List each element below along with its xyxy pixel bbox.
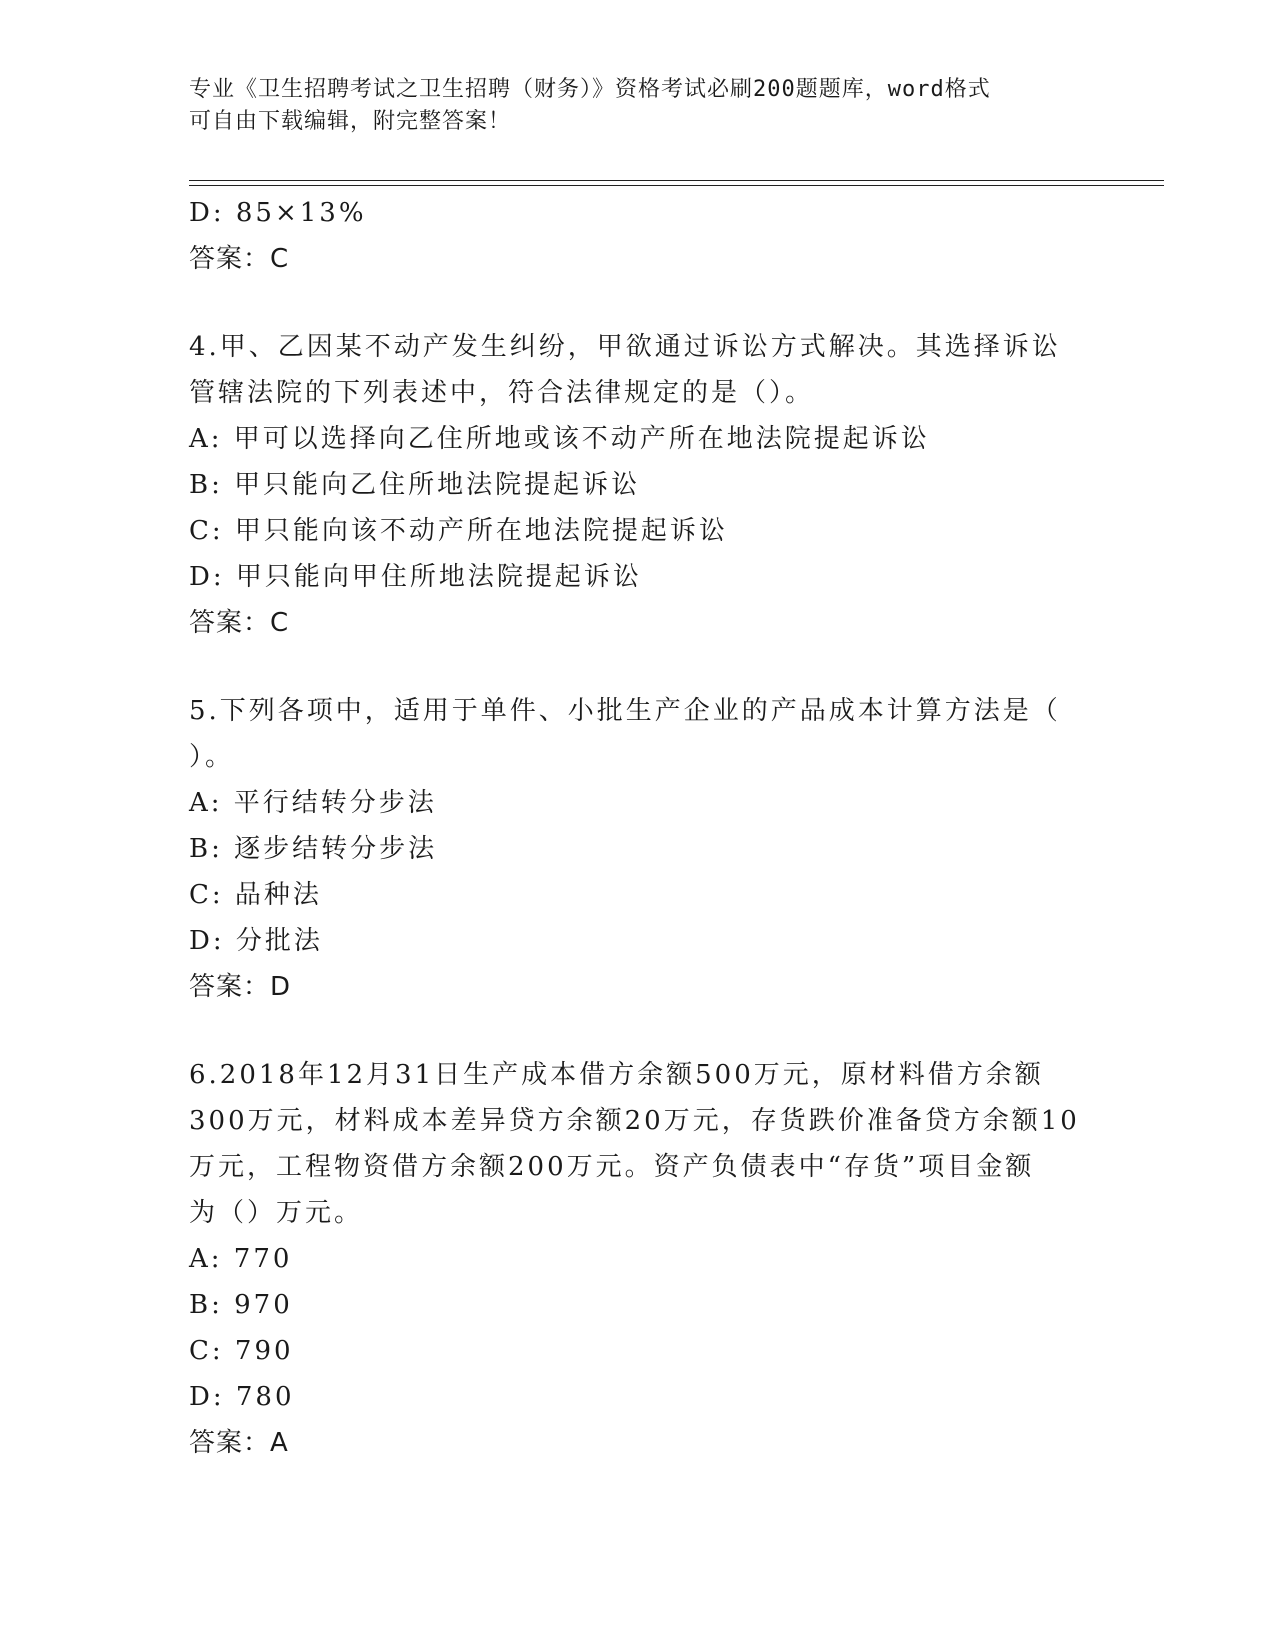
header-line-1: 专业《卫生招聘考试之卫生招聘（财务）》资格考试必刷200题题库，word格式 (189, 77, 991, 102)
option-b: B: 甲只能向乙住所地法院提起诉讼 (189, 470, 641, 500)
answer-line: 答案：A (189, 1428, 289, 1458)
header-rule-top (189, 180, 1164, 181)
document-body (189, 190, 1089, 1466)
question-stem-line: 5.下列各项中，适用于单件、小批生产企业的产品成本计算方法是（ (189, 696, 1061, 726)
option-a: A: 平行结转分步法 (189, 788, 437, 818)
option-d: D: 甲只能向甲住所地法院提起诉讼 (189, 562, 642, 592)
question-stem-line: ）。 (189, 742, 235, 772)
option-c: C: 甲只能向该不动产所在地法院提起诉讼 (189, 516, 728, 546)
question-stem-line: 万元，工程物资借方余额200万元。资产负债表中“存货”项目金额 (189, 1152, 1035, 1182)
answer-line: 答案：D (189, 972, 292, 1002)
question-4 (189, 324, 1089, 646)
option-a: A: 甲可以选择向乙住所地或该不动产所在地法院提起诉讼 (189, 424, 930, 454)
header-rule-bottom (189, 185, 1164, 186)
option-b: B: 970 (189, 1290, 293, 1320)
answer-line: 答案：C (189, 244, 290, 274)
option-d: D: 85×13% (189, 198, 367, 228)
option-d: D: 780 (189, 1382, 295, 1412)
carryover-block (189, 190, 1089, 282)
header-line-2: 可自由下载编辑，附完整答案！ (189, 109, 512, 134)
option-d: D: 分批法 (189, 926, 323, 956)
option-b: B: 逐步结转分步法 (189, 834, 438, 864)
question-stem-line: 300万元，材料成本差异贷方余额20万元，存货跌价准备贷方余额10 (189, 1106, 1080, 1136)
question-6 (189, 1052, 1089, 1466)
document-header (189, 74, 1069, 138)
question-5 (189, 688, 1089, 1010)
question-stem-line: 4.甲、乙因某不动产发生纠纷，甲欲通过诉讼方式解决。其选择诉讼 (189, 332, 1061, 362)
answer-line: 答案：C (189, 608, 290, 638)
question-stem-line: 为（）万元。 (189, 1198, 364, 1228)
question-stem-line: 6.2018年12月31日生产成本借方余额500万元，原材料借方余额 (189, 1060, 1044, 1090)
option-a: A: 770 (189, 1244, 293, 1274)
option-c: C: 品种法 (189, 880, 322, 910)
question-stem-line: 管辖法院的下列表述中，符合法律规定的是（）。 (189, 378, 815, 408)
option-c: C: 790 (189, 1336, 294, 1366)
